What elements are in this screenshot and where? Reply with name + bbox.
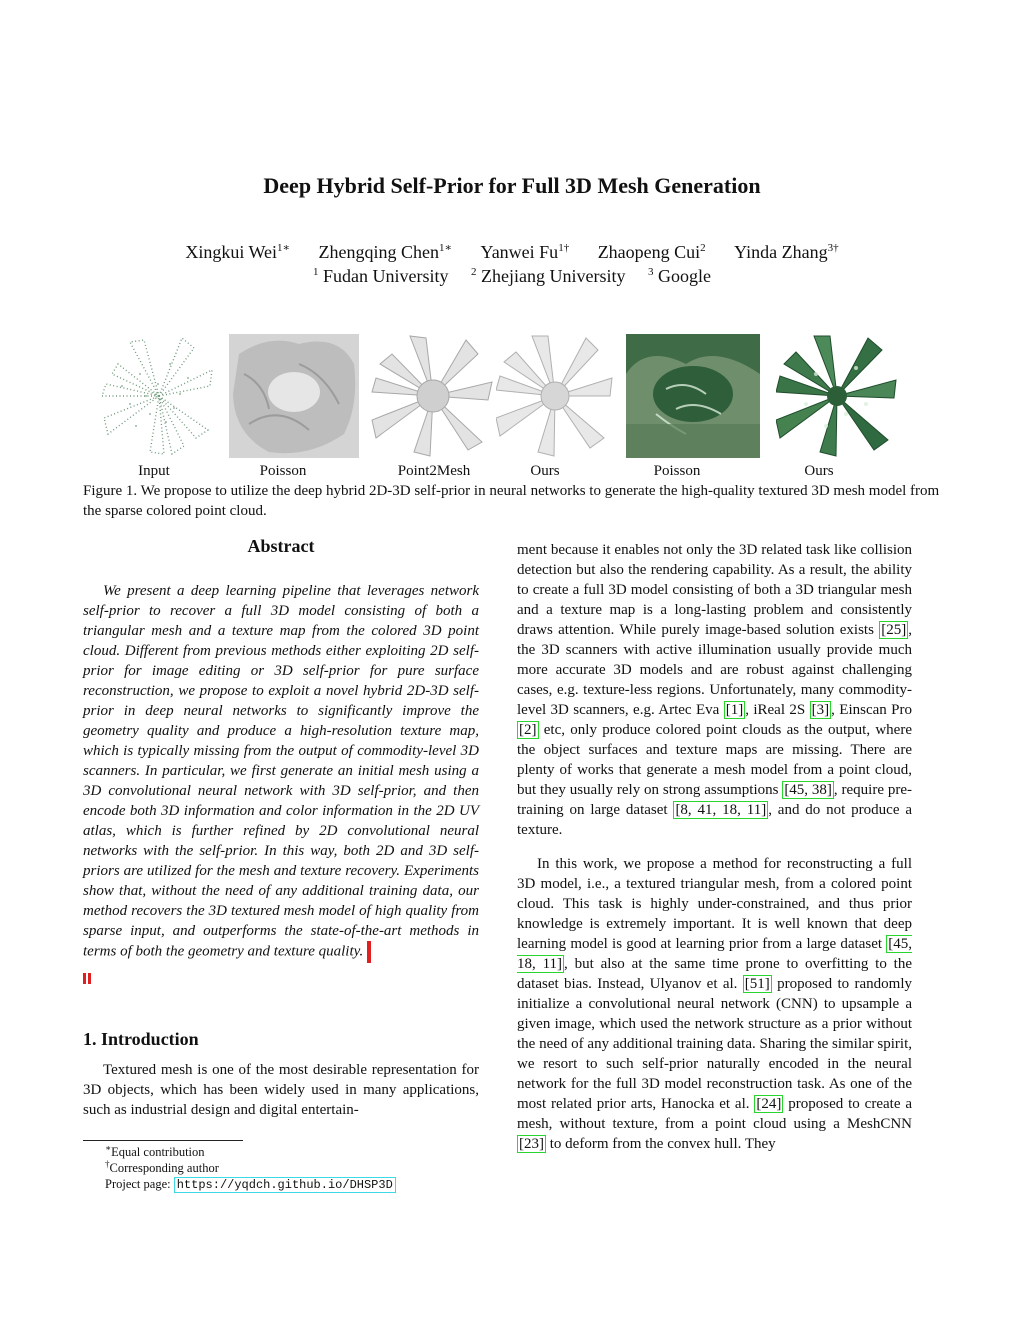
citation-link[interactable]: [24] <box>756 1096 782 1112</box>
project-page-link[interactable]: https://yqdch.github.io/DHSP3D <box>174 1177 396 1193</box>
citation-link[interactable]: [51] <box>744 976 770 992</box>
author: Zhaopeng Cui$^2$ <box>597 242 706 262</box>
footnote-project: Project page: https://yqdch.github.io/DHSP3D <box>83 1176 483 1193</box>
author-list <box>0 240 1024 264</box>
edit-marks <box>83 971 479 985</box>
ours-textured-image <box>776 334 898 458</box>
intro-paragraph-continued: ment because it enables not only the 3D related task like collision detection but also the rendering capability. As a result, the ability to create a full 3D model consisting of both a 3D triangular mesh and a texture map is a long-lasting problem and consistently draws attention. While purely image-based solution exists [25] , the 3D scanners with active illumination usually provide much more accurate 3D models and are robust against challenging cases, e.g. texture-less regions. Unfortunately, many commodity-level 3D scanners, e.g. Artec Eva [1] , iReal 2S [3] , Einscan Pro [2] etc, only produce colored point clouds as the output, where the object surfaces and texture maps are missing. There are plenty of works that generate a mesh model from a point cloud, but they usually rely on strong assumptions [45, 38] , require pre-training on large dataset [8, 41, 18, 11] , and do not produce a texture. <box>517 542 913 838</box>
figure-label: Ours <box>804 463 834 479</box>
figure-label: Input <box>138 463 170 479</box>
section-heading: 1. Introduction <box>83 1029 199 1049</box>
citation-link[interactable]: [3] <box>811 702 830 718</box>
figure-label: Poisson <box>259 463 307 479</box>
citation-link[interactable]: [8, 41, 18, 11] <box>675 802 767 818</box>
author: Xingkui Wei$^{1∗}$ <box>185 242 291 262</box>
author: Yanwei $Fu^{1\dagger}$ <box>480 242 570 262</box>
affiliation: $^1$ Fudan University <box>313 266 449 286</box>
affiliation: $^3$ Google <box>647 266 711 286</box>
affiliation: $^2$ Zhejiang University <box>471 266 626 286</box>
footnote-corresponding: †Corresponding author <box>105 1158 219 1175</box>
citation-link[interactable]: [2] <box>519 722 537 738</box>
affiliation-list <box>0 264 1024 288</box>
footnotes <box>83 1140 483 1193</box>
footnote-equal: ∗Equal contribution <box>105 1142 205 1159</box>
intro-paragraph: Textured mesh is one of the most desirable representation for 3D objects, which has been widely used in many applications, such as industrial design and digital entertain- <box>83 1062 479 1118</box>
intro-paragraph-2: In this work, we propose a method for reconstructing a full 3D model, i.e., a textured triangular mesh, from a colored point cloud. This task is highly under-constrained, and thus prior knowledge is extremely important. It is well known that deep learning model is good at learning prior from a large dataset [45, 18, 11] , but also at the same time prone to overfitting to the dataset bias. Instead, Ulyanov et al. [51] proposed to randomly initialize a convolutional neural network (CNN) to upsample a given image, which used the network structure as a prior without the need of any additional training data. Sharing the similar spirit, we resort to such self-prior naturally encoded in the neural network for the full 3D model reconstruction task. As one of the most related prior arts, Hanocka et al. [24] proposed to create a mesh, without texture, from a point cloud using a MeshCNN [23] to deform from the convex hull. They <box>517 856 913 1152</box>
edit-marker <box>367 941 371 963</box>
author: Yinda Zhang$^{3\dagger}$ <box>734 242 839 262</box>
poisson-mesh-image <box>229 334 359 458</box>
figure-1 <box>0 334 1024 460</box>
figure-caption: Figure 1. We propose to utilize the deep hybrid 2D-3D self-prior in neural networks to generate the high-quality textured 3D mesh model from the sparse colored point cloud. <box>83 483 940 519</box>
citation-link[interactable]: [45, 18, 11] <box>517 936 912 972</box>
figure-label: Poisson <box>653 463 701 479</box>
citation-link[interactable]: [23] <box>519 1136 544 1152</box>
figure-label: Point2Mesh <box>397 463 471 479</box>
poisson-textured-image <box>626 334 760 458</box>
paper-title: Deep Hybrid Self-Prior for Full 3D Mesh Generation <box>263 173 761 198</box>
author-block <box>0 240 1024 288</box>
figure-label: Ours <box>530 463 560 479</box>
figure-labels <box>0 463 1024 483</box>
input-point-cloud-image <box>100 334 218 458</box>
point2mesh-image <box>370 334 496 458</box>
ours-mesh-image <box>496 334 614 458</box>
right-column <box>517 540 912 1154</box>
left-column <box>83 536 479 1120</box>
abstract-text: We present a deep learning pipeline that leverages network self-prior to recover a full 3D model consisting of both a triangular mesh and a texture map from the colored 3D point cloud. Different from previous methods either exploiting 2D self-prior for image editing or 3D self-prior for pure surface reconstruction, we propose to exploit a novel hybrid 2D-3D self-prior in deep neural networks to significantly improve the geometry quality and produce a high-resolution texture map, which is typically missing from the output of commodity-level 3D scanners. In particular, we first generate an initial mesh using a 3D convolutional neural network with 3D self-prior, and then encode both 3D information and color information in the 2D UV atlas, which is further refined by 2D convolutional neural networks with the self-prior. In this way, both 2D and 3D self-priors are utilized for the mesh and texture recovery. Experiments show that, without the need of any additional training data, our method recovers the 3D textured mesh model of high quality from sparse input, and outperforms the state-of-the-art methods in terms of both the geometry and texture quality. <box>83 581 479 963</box>
citation-link[interactable]: [45, 38] <box>784 782 832 798</box>
footnote-rule <box>83 1140 243 1141</box>
abstract-heading: Abstract <box>247 536 315 556</box>
citation-link[interactable]: [1] <box>725 702 744 718</box>
author: Zhengqing Chen$^{1∗}$ <box>318 242 452 262</box>
citation-link[interactable]: [25] <box>881 622 907 638</box>
